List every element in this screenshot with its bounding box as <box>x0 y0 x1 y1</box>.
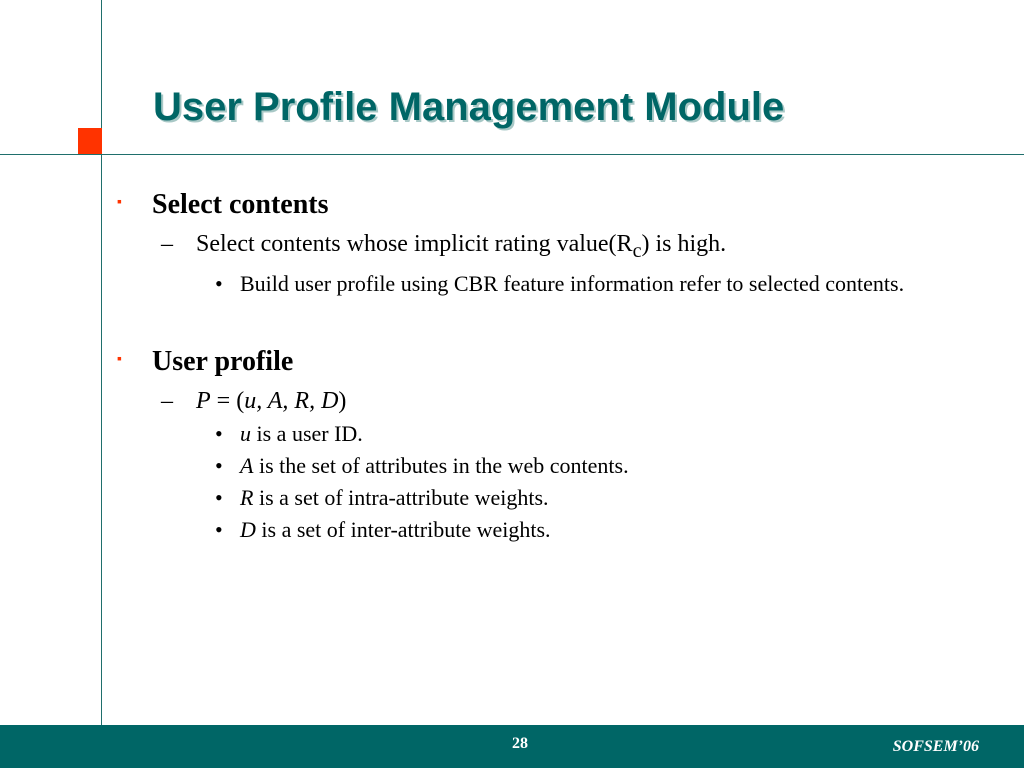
symbol-d: D <box>240 516 256 542</box>
footer-bar <box>0 725 1024 768</box>
sub-sub-bullet-text: Build user profile using CBR feature information refer to selected contents. <box>240 270 905 296</box>
sub-sub-bullet-build-profile <box>112 268 915 300</box>
symbol-d-text: is a set of inter-attribute weights. <box>255 516 551 542</box>
symbol-r: R <box>240 484 254 510</box>
sub-sub-bullet-a <box>112 450 915 482</box>
formula-close: ) <box>338 387 347 414</box>
bullet-select-contents <box>112 183 1012 227</box>
square-bullet-icon: ▪ <box>117 195 122 210</box>
sub-sub-bullet-d <box>112 514 915 546</box>
section-spacer <box>112 300 1012 340</box>
formula-p: P <box>196 387 211 414</box>
sub-bullet-text-post: ) is high. <box>641 231 727 257</box>
slide-title: User Profile Management Module <box>153 85 785 129</box>
symbol-a-text: is the set of attributes in the web contents. <box>253 452 629 478</box>
horizontal-rule <box>0 154 1024 155</box>
bullet-user-profile <box>112 340 1012 384</box>
dot-bullet-icon: • <box>215 484 223 510</box>
dash-bullet-icon: – <box>161 231 173 257</box>
bullet-heading: Select contents <box>152 189 329 220</box>
accent-square <box>78 128 102 154</box>
symbol-u: u <box>240 420 251 446</box>
sub-bullet-formula <box>112 384 1012 418</box>
dot-bullet-icon: • <box>215 270 223 296</box>
slide-content <box>112 183 1012 546</box>
sub-sub-bullet-r <box>112 482 915 514</box>
symbol-u-text: is a user ID. <box>251 420 363 446</box>
dash-bullet-icon: – <box>161 387 173 414</box>
dot-bullet-icon: • <box>215 420 223 446</box>
sub-bullet-text-pre: Select contents whose implicit rating value(R <box>196 231 633 257</box>
formula-equals: = ( <box>210 387 245 414</box>
symbol-a: A <box>240 452 254 478</box>
bullet-heading: User profile <box>152 345 294 377</box>
dot-bullet-icon: • <box>215 516 223 542</box>
dot-bullet-icon: • <box>215 452 223 478</box>
symbol-r-text: is a set of intra-attribute weights. <box>253 484 549 510</box>
subscript-c: c <box>632 239 642 262</box>
sub-sub-bullet-u <box>112 418 915 450</box>
vertical-rule <box>101 0 102 725</box>
page-number: 28 <box>512 735 528 752</box>
formula-vars: u, A, R, D <box>244 387 339 414</box>
conference-label: SOFSEM’06 <box>892 738 979 755</box>
sub-bullet-select-contents <box>112 227 1012 268</box>
square-bullet-icon: ▪ <box>117 351 122 367</box>
